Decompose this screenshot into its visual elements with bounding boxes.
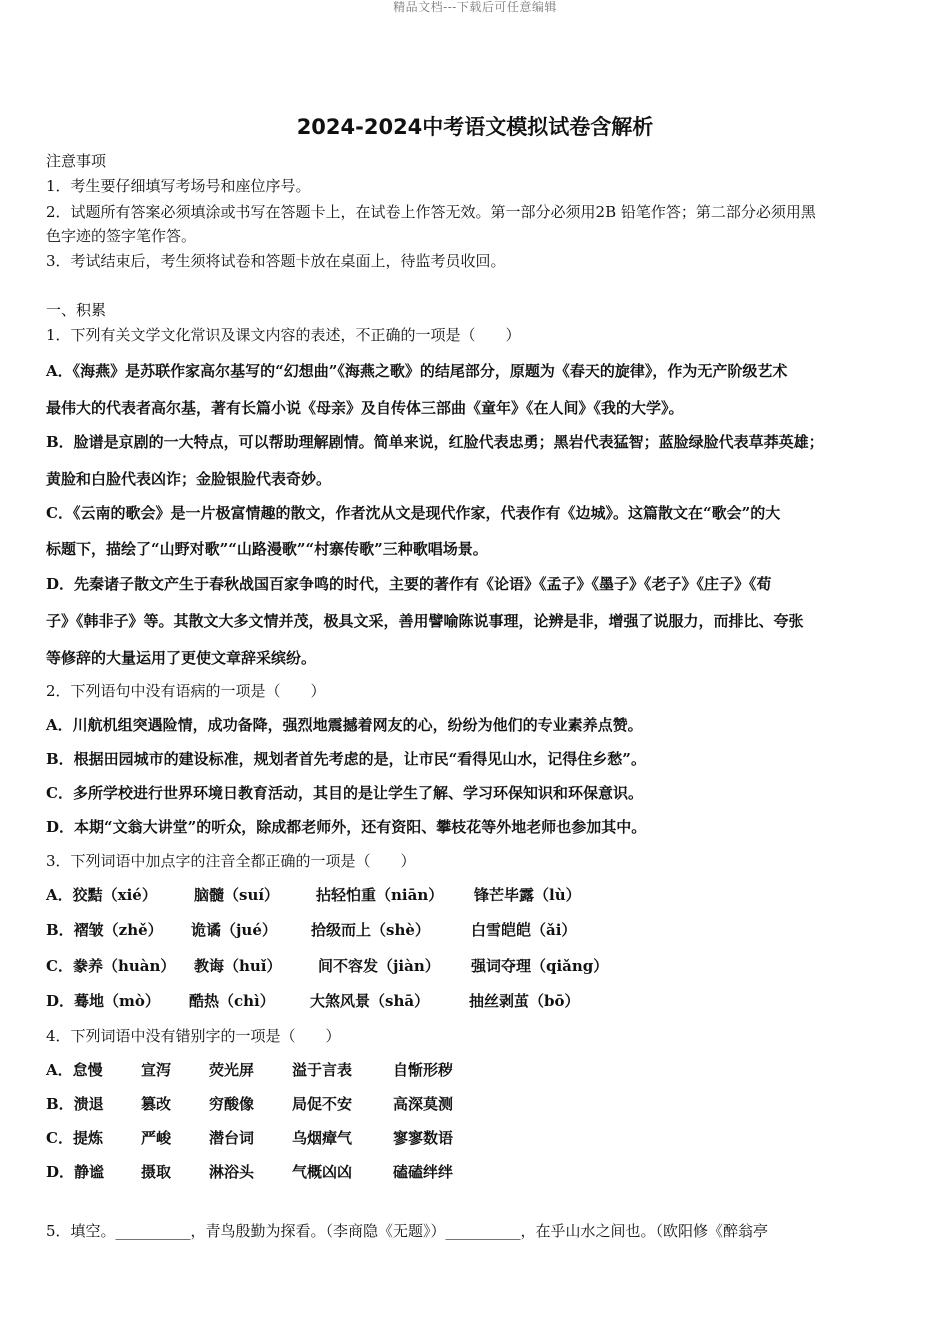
question-stem: 2．下列语句中没有语病的一项是（ ） [46, 682, 326, 700]
option-cell: 白雪皑皑（ǎi） [471, 921, 577, 939]
option-cell: 诡谲（jué） [191, 921, 277, 939]
option-cell: 荧光屏 [209, 1061, 255, 1079]
option-cell: 溢于言表 [292, 1061, 353, 1079]
page-title: 2024-2024中考语文模拟试卷含解析 [296, 115, 654, 139]
option-cell: 穷酸像 [209, 1095, 255, 1113]
option-cell: 寥寥数语 [393, 1129, 454, 1147]
option-line: D．先秦诸子散文产生于春秋战国百家争鸣的时代，主要的著作有《论语》《孟子》《墨子》《老子》《庄子》《荀 [46, 575, 772, 593]
option-line: 等修辞的大量运用了更使文章辞采缤纷。 [46, 649, 317, 667]
option-cell: 脑髓（suí） [194, 886, 280, 904]
option-cell: 磕磕绊绊 [393, 1163, 454, 1181]
notice-item: 2．试题所有答案必须填涂或书写在答题卡上，在试卷上作答无效。第一部分必须用2B 铅笔作答；第二部分必须用黑 [46, 203, 816, 221]
notice-item: 色字迹的签字笔作答。 [46, 227, 197, 245]
option-cell: C．豢养（huàn） [46, 957, 176, 975]
option-line: 黄脸和白脸代表凶诈；金脸银脸代表奇妙。 [46, 470, 332, 488]
option-line: 标题下，描绘了“山野对歌”“山路漫歌”“村寨传歌”三种歌唱场景。 [46, 540, 488, 558]
option-cell: 严峻 [141, 1129, 172, 1147]
watermark: 精品文档---下载后可任意编辑 [393, 0, 557, 14]
option-cell: 摄取 [141, 1163, 172, 1181]
option-cell: 淋浴头 [209, 1163, 255, 1181]
section-heading: 一、积累 [46, 301, 107, 319]
option-line: 最伟大的代表者高尔基，著有长篇小说《母亲》及自传体三部曲《童年》《在人间》《我的大学》。 [46, 399, 684, 417]
option-cell: 大煞风景（shā） [310, 992, 430, 1010]
question-stem: 5．填空。__________，青鸟殷勤为探看。（李商隐《无题》）__________，在乎山水之间也。（欧阳修《醉翁亭 [46, 1222, 769, 1240]
option-cell: 拈轻怕重（niān） [316, 886, 444, 904]
option-cell: 篡改 [141, 1095, 172, 1113]
option-line: 子》《韩非子》等。其散文大多文情并茂，极具文采，善用譬喻陈说事理，论辨是非，增强了说服力，而排比、夸张 [46, 612, 804, 630]
option-line: C．《云南的歌会》是一片极富情趣的散文，作者沈从文是现代作家，代表作有《边城》。这篇散文在“歌会”的大 [46, 504, 781, 522]
option-cell: 宣泻 [141, 1061, 172, 1079]
option-cell: 气概凶凶 [292, 1163, 353, 1181]
option-cell: 潜台词 [209, 1129, 255, 1147]
option-cell: B．溃退 [46, 1095, 104, 1113]
option-line: B．根据田园城市的建设标准，规划者首先考虑的是，让市民“看得见山水，记得住乡愁”。 [46, 750, 646, 768]
notice-item: 1．考生要仔细填写考场号和座位序号。 [46, 177, 311, 195]
option-cell: A．狡黠（xié） [46, 886, 157, 904]
option-cell: 乌烟瘴气 [292, 1129, 353, 1147]
option-line: A．川航机组突遇险情，成功备降，强烈地震撼着网友的心，纷纷为他们的专业素养点赞。 [46, 716, 643, 734]
question-stem: 3．下列词语中加点字的注音全都正确的一项是（ ） [46, 852, 416, 870]
notice-item: 3．考试结束后，考生须将试卷和答题卡放在桌面上，待监考员收回。 [46, 252, 506, 270]
option-cell: 强词夺理（qiǎng） [471, 957, 609, 975]
option-cell: 间不容发（jiàn） [318, 957, 440, 975]
option-cell: D．蓦地（mò） [46, 992, 160, 1010]
option-cell: D．静谧 [46, 1163, 105, 1181]
option-cell: 锋芒毕露（lù） [474, 886, 581, 904]
option-cell: 抽丝剥茧（bō） [469, 992, 580, 1010]
option-cell: 拾级而上（shè） [311, 921, 430, 939]
option-line: D．本期“文翁大讲堂”的听众，除成都老师外，还有资阳、攀枝花等外地老师也参加其中。 [46, 818, 647, 836]
option-cell: 酷热（chì） [189, 992, 275, 1010]
option-line: C．多所学校进行世界环境日教育活动，其目的是让学生了解、学习环保知识和环保意识。 [46, 784, 643, 802]
option-cell: A．怠慢 [46, 1061, 103, 1079]
question-stem: 1．下列有关文学文化常识及课文内容的表述，不正确的一项是（ ） [46, 326, 521, 344]
option-cell: 局促不安 [292, 1095, 353, 1113]
notice-heading: 注意事项 [46, 152, 107, 170]
option-cell: 高深莫测 [393, 1095, 454, 1113]
option-line: B．脸谱是京剧的一大特点，可以帮助理解剧情。简单来说，红脸代表忠勇；黑岩代表猛智；蓝脸绿脸代表草莽英雄； [46, 433, 824, 451]
option-cell: B．褶皱（zhě） [46, 921, 163, 939]
option-cell: 自惭形秽 [393, 1061, 454, 1079]
option-cell: 教诲（huǐ） [194, 957, 282, 975]
option-line: A．《海燕》是苏联作家高尔基写的“幻想曲”《海燕之歌》的结尾部分，原题为《春天的旋律》，作为无产阶级艺术 [46, 362, 788, 380]
option-cell: C．提炼 [46, 1129, 103, 1147]
question-stem: 4．下列词语中没有错别字的一项是（ ） [46, 1027, 341, 1045]
